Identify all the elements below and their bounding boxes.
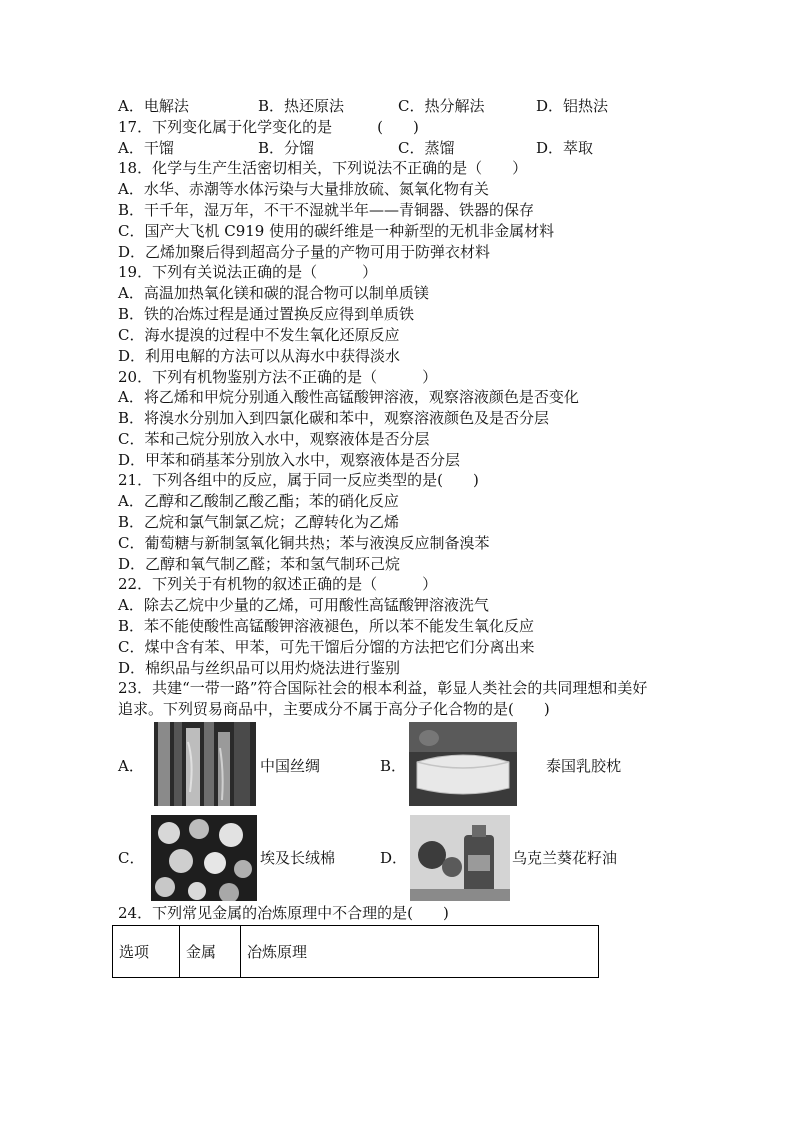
q17-option-b: B．分馏 xyxy=(258,139,315,157)
q22-option-d: D．棉织品与丝织品可以用灼烧法进行鉴别 xyxy=(118,659,401,677)
q18-option-a: A．水华、赤潮等水体污染与大量排放硫、氮氧化物有关 xyxy=(118,180,489,198)
q23-option-a-letter: A． xyxy=(118,757,144,775)
q22-option-a: A．除去乙烷中少量的乙烯，可用酸性高锰酸钾溶液洗气 xyxy=(118,596,489,614)
q23-option-c-label: 埃及长绒棉 xyxy=(260,849,336,867)
q18-option-c: C．国产大飞机 C919 使用的碳纤维是一种新型的无机非金属材料 xyxy=(118,222,555,240)
cotton-photo xyxy=(151,815,257,901)
table-header-principle: 冶炼原理 xyxy=(241,926,599,978)
q23-stem-line2: 追求。下列贸易商品中，主要成分不属于高分子化合物的是( ) xyxy=(118,700,550,718)
table-header-row xyxy=(113,926,599,978)
q22-option-c: C．煤中含有苯、甲苯，可先干馏后分馏的方法把它们分离出来 xyxy=(118,638,535,656)
q22-option-b: B．苯不能使酸性高锰酸钾溶液褪色，所以苯不能发生氧化反应 xyxy=(118,617,535,635)
q16-option-d: D．铝热法 xyxy=(536,97,609,115)
q23-option-b-letter: B． xyxy=(380,757,407,775)
q23-option-a-label: 中国丝绸 xyxy=(260,757,321,775)
q23-option-d-label: 乌克兰葵花籽油 xyxy=(512,849,618,867)
q23-option-c-letter: C． xyxy=(118,849,145,867)
latex-pillow-photo xyxy=(409,722,517,806)
q21-option-b: B．乙烷和氯气制氯乙烷；乙醇转化为乙烯 xyxy=(118,513,400,531)
silk-photo xyxy=(154,722,256,806)
q24-stem: 24．下列常见金属的冶炼原理中不合理的是( ) xyxy=(118,904,449,922)
q20-stem: 20．下列有机物鉴别方法不正确的是（ ） xyxy=(118,368,438,386)
q20-option-b: B．将溴水分别加入到四氯化碳和苯中，观察溶液颜色及是否分层 xyxy=(118,409,550,427)
q17-option-d: D．萃取 xyxy=(536,139,594,157)
q21-option-a: A．乙醇和乙酸制乙酸乙酯；苯的硝化反应 xyxy=(118,492,399,510)
q22-stem: 22．下列关于有机物的叙述正确的是（ ） xyxy=(118,575,438,593)
q17-option-c: C．蒸馏 xyxy=(398,139,455,157)
q23-stem-line1: 23．共建“一带一路”符合国际社会的根本利益，彰显人类社会的共同理想和美好 xyxy=(118,679,648,697)
q23-option-d-letter: D． xyxy=(380,849,408,867)
q21-stem: 21．下列各组中的反应，属于同一反应类型的是( ) xyxy=(118,471,479,489)
q19-option-b: B．铁的冶炼过程是通过置换反应得到单质铁 xyxy=(118,305,415,323)
q23-option-b-label: 泰国乳胶枕 xyxy=(546,757,622,775)
table-header-metal: 金属 xyxy=(180,926,241,978)
q16-option-a: A．电解法 xyxy=(118,97,189,115)
q20-option-c: C．苯和己烷分别放入水中，观察液体是否分层 xyxy=(118,430,430,448)
q19-option-a: A．高温加热氧化镁和碳的混合物可以制单质镁 xyxy=(118,284,429,302)
q24-table xyxy=(112,925,599,978)
q19-option-d: D．利用电解的方法可以从海水中获得淡水 xyxy=(118,347,401,365)
q19-stem: 19．下列有关说法正确的是（ ） xyxy=(118,263,378,281)
q20-option-d: D．甲苯和硝基苯分别放入水中，观察液体是否分层 xyxy=(118,451,461,469)
sunflower-oil-photo xyxy=(410,815,510,901)
q17-option-a: A．干馏 xyxy=(118,139,174,157)
q16-option-b: B．热还原法 xyxy=(258,97,345,115)
q16-option-c: C．热分解法 xyxy=(398,97,485,115)
q18-stem: 18．化学与生产生活密切相关，下列说法不正确的是（ ） xyxy=(118,159,528,177)
q17-stem: 17．下列变化属于化学变化的是 ( ) xyxy=(118,118,419,136)
q21-option-d: D．乙醇和氧气制乙醛；苯和氢气制环己烷 xyxy=(118,555,401,573)
q21-option-c: C．葡萄糖与新制氢氧化铜共热；苯与液溴反应制备溴苯 xyxy=(118,534,490,552)
q20-option-a: A．将乙烯和甲烷分别通入酸性高锰酸钾溶液，观察溶液颜色是否变化 xyxy=(118,388,579,406)
table-header-option: 选项 xyxy=(113,926,180,978)
q19-option-c: C．海水提溴的过程中不发生氧化还原反应 xyxy=(118,326,400,344)
q18-option-d: D．乙烯加聚后得到超高分子量的产物可用于防弹衣材料 xyxy=(118,243,491,261)
q18-option-b: B．干千年，湿万年，不干不湿就半年——青铜器、铁器的保存 xyxy=(118,201,535,219)
